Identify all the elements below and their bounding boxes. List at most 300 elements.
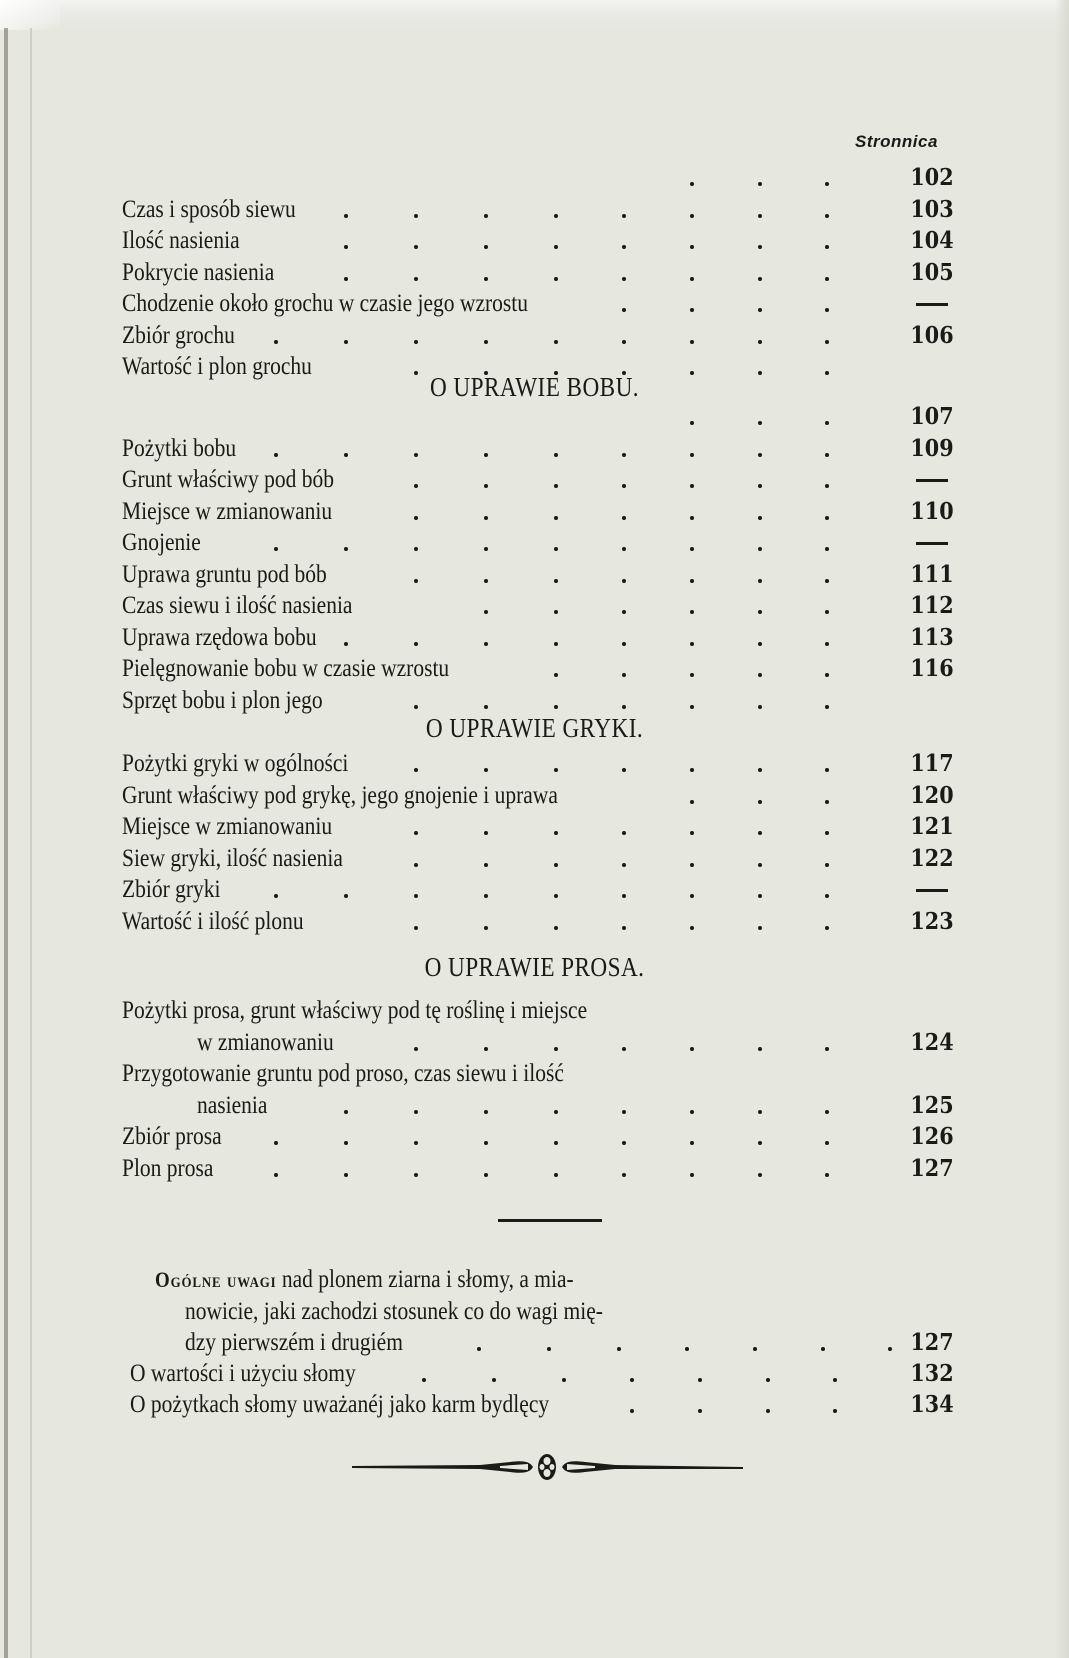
toc-entry[interactable] [122, 496, 962, 526]
leader-dot [758, 214, 762, 218]
leader-dot [622, 245, 626, 249]
leader-dot [554, 1173, 558, 1177]
leader-dot [414, 340, 418, 344]
toc-entry[interactable] [122, 464, 962, 494]
toc-entry-title: Chodzenie około grochu w czasie jego wzrostu [122, 290, 529, 317]
toc-entry[interactable] [122, 748, 962, 778]
dot-leaders [130, 1374, 857, 1382]
leader-dot [414, 705, 418, 709]
leader-dot [825, 831, 829, 835]
leader-dot [622, 1173, 626, 1177]
leader-dot [690, 1110, 694, 1114]
toc-entry[interactable] [130, 1358, 962, 1388]
leader-dot [758, 831, 762, 835]
toc-entry-title: Miejsce w zmianowaniu [122, 813, 333, 840]
leader-dot [414, 1047, 418, 1051]
leader-dot [690, 214, 694, 218]
remarks-label: Ogólne uwagi [155, 1267, 277, 1292]
leader-dot [344, 277, 348, 281]
leader-dot [622, 863, 626, 867]
dot-leaders [122, 273, 857, 281]
toc-entry[interactable] [122, 225, 962, 255]
toc-entry-title: Czas i sposób siewu [122, 195, 296, 223]
leader-dot [825, 610, 829, 614]
leader-dot [825, 800, 829, 804]
leader-dot [554, 673, 558, 677]
leader-dot [825, 1173, 829, 1177]
leader-dot [825, 1110, 829, 1114]
toc-page-number: 109 [910, 434, 954, 462]
leader-dot [344, 1110, 348, 1114]
leader-dot [622, 673, 626, 677]
leader-dot [758, 516, 762, 520]
leader-dot [758, 800, 762, 804]
leader-dot [622, 610, 626, 614]
leader-dot [825, 1141, 829, 1145]
leader-dot [554, 579, 558, 583]
leader-dot [758, 245, 762, 249]
leader-dot [690, 340, 694, 344]
leader-dot [554, 1141, 558, 1145]
leader-dot [758, 484, 762, 488]
toc-page-number: 127 [910, 1154, 954, 1182]
leader-dot [414, 516, 418, 520]
leader-dot [825, 894, 829, 898]
leader-dot [484, 547, 488, 551]
leader-dot [758, 453, 762, 457]
leader-dot [422, 1378, 426, 1382]
leader-dot [344, 1173, 348, 1177]
leader-dot [833, 1378, 837, 1382]
leader-dot [825, 673, 829, 677]
leader-dot [414, 484, 418, 488]
dot-leaders [122, 890, 857, 898]
toc-entry-title: Pokrycie nasienia [122, 258, 275, 286]
leader-dot [698, 1409, 702, 1413]
leader-dot [274, 894, 278, 898]
toc-entry[interactable] [122, 590, 962, 620]
leader-dot [758, 863, 762, 867]
leader-dot [484, 926, 488, 930]
ditto-mark [916, 889, 948, 892]
leader-dot [690, 245, 694, 249]
leader-dot [758, 579, 762, 583]
leader-dot [414, 547, 418, 551]
leader-dot [274, 453, 278, 457]
leader-dot [690, 863, 694, 867]
page-right-edge [1055, 0, 1069, 1658]
leader-dot [825, 277, 829, 281]
leader-dot [484, 1110, 488, 1114]
leader-dot [477, 1347, 481, 1351]
leader-dot [825, 308, 829, 312]
toc-entry-title: Zbiór grochu [122, 321, 235, 349]
leader-dot [547, 1347, 551, 1351]
leader-dot [414, 1141, 418, 1145]
ditto-mark [916, 479, 948, 482]
leader-dot [414, 1173, 418, 1177]
leader-dot [690, 579, 694, 583]
toc-page-number: 112 [910, 592, 954, 619]
leader-dot [758, 705, 762, 709]
leader-dot [274, 1173, 278, 1177]
leader-dot [554, 768, 558, 772]
leader-dot [690, 673, 694, 677]
section-heading: O UPRAWIE BOBU. [429, 372, 640, 402]
toc-page-number: 106 [910, 321, 954, 349]
toc-entry[interactable] [122, 874, 962, 904]
page-top-shadow [0, 0, 1069, 30]
toc-entry[interactable] [122, 194, 962, 224]
toc-entry-title: Plon prosa [122, 1154, 214, 1182]
toc-page-number: 122 [910, 844, 954, 872]
toc-entry-title: Grunt właściwy pod grykę, jego gnojenie i uprawa [122, 781, 558, 809]
leader-dot [554, 705, 558, 709]
leader-dot [617, 1347, 621, 1351]
toc-page-number: 125 [910, 1091, 954, 1119]
leader-dot [484, 610, 488, 614]
toc-entry-title: nasienia [197, 1091, 268, 1119]
dot-leaders [122, 1106, 857, 1114]
leader-dot [825, 1047, 829, 1051]
toc-entry[interactable] [122, 257, 962, 287]
toc-entry-title: Miejsce w zmianowaniu [122, 497, 333, 525]
dot-leaders [122, 922, 857, 930]
dot-leaders [122, 449, 857, 457]
leader-dot [833, 1409, 837, 1413]
toc-entry-title: Czas siewu i ilość nasienia [122, 592, 353, 619]
leader-dot [766, 1378, 770, 1382]
toc-entry[interactable] [122, 162, 962, 192]
toc-page-number: 134 [910, 1391, 954, 1418]
leader-dot [484, 1173, 488, 1177]
leader-dot [344, 642, 348, 646]
leader-dot [766, 1409, 770, 1413]
remarks-line-1: nad plonem ziarna i słomy, a mia- [276, 1266, 574, 1293]
toc-entry-continuation [185, 1296, 962, 1326]
leader-dot [690, 547, 694, 551]
toc-entry[interactable] [122, 995, 962, 1025]
leader-dot [414, 894, 418, 898]
toc-entry[interactable] [122, 1121, 962, 1151]
leader-dot [484, 1141, 488, 1145]
leader-dot [414, 642, 418, 646]
dot-leaders [122, 796, 857, 804]
toc-page-number: 116 [910, 655, 954, 682]
toc-entry[interactable] [122, 1153, 962, 1183]
leader-dot [690, 831, 694, 835]
toc-page-number: 113 [910, 623, 954, 651]
dot-leaders [185, 1343, 857, 1351]
leader-dot [554, 1047, 558, 1051]
leader-dot [554, 1110, 558, 1114]
leader-dot [758, 340, 762, 344]
ditto-mark [916, 303, 948, 306]
toc-page-number: 104 [910, 227, 954, 254]
leader-dot [690, 453, 694, 457]
leader-dot [825, 642, 829, 646]
leader-dot [484, 863, 488, 867]
leader-dot [484, 245, 488, 249]
leader-dot [492, 1378, 496, 1382]
leader-dot [622, 214, 626, 218]
leader-dot [554, 484, 558, 488]
leader-dot [554, 894, 558, 898]
leader-dot [825, 182, 829, 186]
leader-dot [622, 1110, 626, 1114]
leader-dot [554, 214, 558, 218]
leader-dot [622, 894, 626, 898]
column-header-page: Stronnica [855, 132, 938, 151]
leader-dot [344, 214, 348, 218]
leader-dot [758, 894, 762, 898]
leader-dot [484, 768, 488, 772]
toc-entry-title: O wartości i użyciu słomy [130, 1360, 356, 1387]
leader-dot [825, 421, 829, 425]
dot-leaders [122, 480, 857, 488]
leader-dot [622, 1047, 626, 1051]
leader-dot [484, 516, 488, 520]
toc-entry-title: Pożytki prosa, grunt właściwy pod tę roślinę i miejsce [122, 997, 588, 1024]
leader-dot [484, 579, 488, 583]
dot-leaders [122, 1137, 857, 1145]
toc-page-number: 123 [910, 907, 954, 935]
leader-dot [690, 308, 694, 312]
toc-entry-title: Grunt właściwy pod bób [122, 466, 334, 493]
leader-dot [753, 1347, 757, 1351]
leader-dot [825, 926, 829, 930]
leader-dot [758, 421, 762, 425]
toc-entry[interactable] [122, 320, 962, 350]
section-divider-rule [498, 1219, 602, 1222]
toc-entry[interactable] [122, 433, 962, 463]
toc-page-number: 121 [910, 813, 954, 840]
toc-entry-title: Wartość i plon grochu [122, 353, 312, 380]
leader-dot [484, 642, 488, 646]
dot-leaders [122, 178, 857, 186]
leader-dot [690, 768, 694, 772]
toc-entry-title: O pożytkach słomy uważanéj jako karm bydlęcy [130, 1391, 550, 1418]
leader-dot [622, 926, 626, 930]
toc-entry[interactable] [122, 653, 962, 683]
leader-dot [622, 547, 626, 551]
leader-dot [622, 642, 626, 646]
leader-dot [888, 1347, 892, 1351]
toc-entry[interactable] [122, 288, 962, 318]
dot-leaders [122, 417, 857, 425]
toc-entry-title: Przygotowanie gruntu pod proso, czas siewu i ilość [122, 1060, 564, 1087]
toc-entry[interactable] [122, 559, 962, 589]
toc-page-number: 120 [910, 781, 954, 809]
toc-entry[interactable] [122, 527, 962, 557]
toc-page-number: 103 [910, 195, 954, 223]
toc-entry-title: Uprawa gruntu pod bób [122, 560, 327, 588]
leader-dot [554, 926, 558, 930]
leader-dot [274, 547, 278, 551]
leader-dot [690, 516, 694, 520]
dot-leaders [122, 701, 857, 709]
leader-dot [622, 484, 626, 488]
leader-dot [698, 1378, 702, 1382]
toc-entry[interactable] [122, 685, 962, 715]
leader-dot [554, 453, 558, 457]
dot-leaders [122, 304, 857, 312]
leader-dot [344, 340, 348, 344]
leader-dot [414, 245, 418, 249]
leader-dot [825, 705, 829, 709]
leader-dot [554, 340, 558, 344]
leader-dot [690, 894, 694, 898]
dot-leaders [130, 1405, 857, 1413]
dot-leaders [122, 1169, 857, 1177]
leader-dot [344, 1141, 348, 1145]
leader-dot [414, 1110, 418, 1114]
leader-dot [554, 547, 558, 551]
leader-dot [758, 768, 762, 772]
toc-entry[interactable] [122, 843, 962, 873]
leader-dot [414, 579, 418, 583]
section-heading: O UPRAWIE PROSA. [424, 952, 645, 982]
toc-entry[interactable] [155, 1264, 962, 1294]
leader-dot [622, 579, 626, 583]
leader-dot [690, 926, 694, 930]
toc-entry[interactable] [122, 401, 962, 431]
leader-dot [554, 245, 558, 249]
leader-dot [554, 610, 558, 614]
toc-entry-title: Pożytki bobu [122, 434, 237, 462]
toc-entry[interactable] [185, 1327, 962, 1357]
leader-dot [622, 1141, 626, 1145]
leader-dot [414, 831, 418, 835]
leader-dot [690, 421, 694, 425]
toc-entry-title: Siew gryki, ilość nasienia [122, 844, 343, 872]
dot-leaders [122, 336, 857, 344]
remarks-line-2: nowicie, jaki zachodzi stosunek co do wagi mię- [185, 1298, 603, 1325]
leader-dot [758, 610, 762, 614]
toc-entry-title: Pożytki gryki w ogólności [122, 750, 349, 777]
leader-dot [622, 277, 626, 281]
toc-entry[interactable] [122, 1027, 962, 1057]
toc-entry-title: Sprzęt bobu i plon jego [122, 686, 323, 714]
dot-leaders [122, 606, 857, 614]
leader-dot [690, 277, 694, 281]
leader-dot [825, 484, 829, 488]
toc-entry[interactable] [122, 622, 962, 652]
leader-dot [562, 1378, 566, 1382]
leader-dot [622, 453, 626, 457]
toc-entry-title: Gnojenie [122, 529, 201, 556]
dot-leaders [122, 241, 857, 249]
leader-dot [690, 1047, 694, 1051]
toc-entry[interactable] [122, 811, 962, 841]
toc-entry-title: Pielęgnowanie bobu w czasie wzrostu [122, 655, 450, 682]
page-binding-edge [4, 28, 8, 1658]
dot-leaders [122, 669, 857, 677]
toc-entry[interactable] [122, 1058, 962, 1088]
dot-leaders [122, 512, 857, 520]
leader-dot [414, 277, 418, 281]
leader-dot [758, 1173, 762, 1177]
leader-dot [414, 926, 418, 930]
leader-dot [758, 1047, 762, 1051]
dot-leaders [122, 1043, 857, 1051]
leader-dot [825, 453, 829, 457]
toc-entry[interactable] [122, 780, 962, 810]
toc-page-number: 126 [910, 1123, 954, 1150]
toc-entry[interactable] [122, 906, 962, 936]
toc-entry-title: Ilość nasienia [122, 227, 240, 254]
leader-dot [690, 610, 694, 614]
leader-dot [484, 705, 488, 709]
leader-dot [622, 705, 626, 709]
toc-entry-title: Zbiór prosa [122, 1123, 222, 1150]
leader-dot [690, 484, 694, 488]
leader-dot [344, 547, 348, 551]
page-fold-line [30, 28, 32, 1658]
leader-dot [758, 642, 762, 646]
ditto-mark [916, 542, 948, 545]
leader-dot [825, 214, 829, 218]
leader-dot [825, 245, 829, 249]
toc-entry[interactable] [130, 1389, 962, 1419]
toc-entry-title: w zmianowaniu [197, 1028, 334, 1056]
leader-dot [690, 800, 694, 804]
leader-dot [825, 768, 829, 772]
leader-dot [484, 1047, 488, 1051]
toc-page-number: 105 [910, 258, 954, 286]
leader-dot [484, 214, 488, 218]
toc-page-number: 124 [910, 1028, 954, 1056]
toc-entry-title: dzy pierwszém i drugiém [185, 1329, 403, 1356]
leader-dot [484, 340, 488, 344]
leader-dot [414, 863, 418, 867]
leader-dot [825, 340, 829, 344]
leader-dot [484, 453, 488, 457]
leader-dot [758, 308, 762, 312]
leader-dot [554, 642, 558, 646]
toc-entry-title: Wartość i ilość plonu [122, 907, 304, 935]
leader-dot [825, 579, 829, 583]
leader-dot [274, 1141, 278, 1145]
dot-leaders [122, 210, 857, 218]
toc-entry-title [155, 1266, 574, 1294]
dot-leaders [122, 638, 857, 646]
dot-leaders [122, 827, 857, 835]
leader-dot [690, 705, 694, 709]
leader-dot [758, 1110, 762, 1114]
leader-dot [554, 516, 558, 520]
leader-dot [274, 340, 278, 344]
toc-page-number: 127 [910, 1329, 954, 1356]
leader-dot [622, 768, 626, 772]
leader-dot [622, 340, 626, 344]
section-heading: O UPRAWIE GRYKI. [425, 713, 644, 743]
leader-dot [484, 277, 488, 281]
leader-dot [414, 453, 418, 457]
leader-dot [622, 516, 626, 520]
leader-dot [554, 863, 558, 867]
leader-dot [821, 1347, 825, 1351]
leader-dot [622, 831, 626, 835]
leader-dot [344, 894, 348, 898]
toc-page-number: 132 [910, 1360, 954, 1387]
leader-dot [758, 547, 762, 551]
toc-entry[interactable] [122, 1090, 962, 1120]
ornament-divider-icon [350, 1452, 745, 1482]
leader-dot [484, 894, 488, 898]
toc-entry-title: Uprawa rzędowa bobu [122, 623, 317, 651]
leader-dot [630, 1409, 634, 1413]
